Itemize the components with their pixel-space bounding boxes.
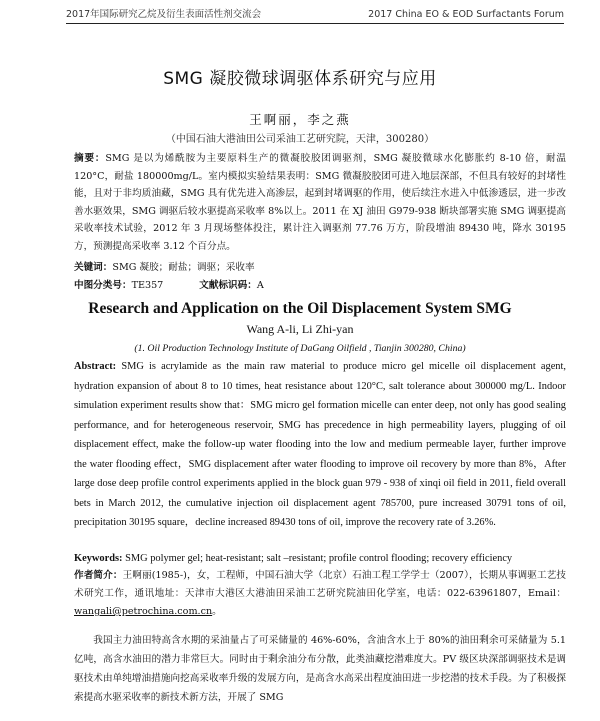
affiliation-cn: （中国石油大港油田公司采油工艺研究院，天津，300280） (165, 134, 435, 145)
keywords-cn (74, 259, 566, 273)
title-cn: SMG 凝胶微球调驱体系研究与应用 (163, 69, 437, 89)
doc-code-field (199, 277, 264, 291)
author-info-text: 王啊丽(1985-)，女，工程师，中国石油大学（北京）石油工程工学学士（2007），长期从事调驱工艺技术研究工作，通讯地址：天津市大港区大港油田采油工艺研究院油田化学室，电话：022-63961807，Email： (74, 570, 567, 599)
abstract-en (74, 357, 566, 533)
clc-label: 中图分类号： (74, 280, 132, 291)
author-info (74, 567, 566, 621)
abstract-en-text: SMG is acrylamide as the main raw material to produce micro gel micelle oil displacement agent, hydration expansion of about 8 to 10 times, heat resistance about 120°C, salt tolerance about 300000 mg/L. Indoor simulation experiment results show that：SMG micro gel formation micelle can enter deep, not only has good sealing performance, and for heterogeneous reservoir, SMG has precedence in high permeability layers, plugging of oil displacement effect, make the follow-up water flooding into the low and medium permeable layer, further improve the water flooding effect，SMG displacement after water flooding to improve oil recovery by more than 8%，After large dose deep profile control experiments applied in the block guan 979 - 938 of xinqi oil field in 2011, field overall bets in March 2012, the cumulative injection oil displacement agent 785700, pure increased 30791 tons of oil, precipitation 30195 square，decline increased 89430 tons of oil, improve the recovery rate of 3.26%. (74, 361, 566, 528)
authors-en: Wang A-li, Li Zhi-yan (246, 322, 354, 336)
clc-value: TE357 (131, 280, 164, 291)
keywords-cn-text: SMG 凝胶；耐盐；调驱；采收率 (112, 262, 255, 273)
clc-field (74, 277, 163, 291)
author-info-label: 作者简介： (74, 570, 123, 581)
author-info-suffix: 。 (212, 606, 222, 617)
header-left: 2017年国际研究乙烷及衍生表面活性剂交流会 (66, 9, 262, 20)
running-header (66, 6, 564, 24)
body-paragraph: 我国主力油田特高含水期的采油量占了可采储量的 46%-60%，含油含水上于 80%的油田剩余可采储量为 5.1 亿吨，高含水油田的潜力非常巨大。同时由于剩余油分布分散，此类油藏挖潜难度大。PV 级区块深部调驱技术是调驱技术由单纯增油措施向挖高采收率升级的发展方向，是高含水高采出程度油田进一步挖潜的技术手段。为了积极探索提高水驱采收率的新技术新方法，开展了 SMG (74, 635, 566, 703)
doc-code-label: 文献标识码： (199, 280, 257, 291)
title-en: Research and Application on the Oil Displacement System SMG (88, 300, 512, 317)
classification-cn (74, 277, 566, 291)
authors-cn: 王啊丽，李之燕 (249, 112, 351, 127)
header-right: 2017 China EO & EOD Surfactants Forum (368, 9, 564, 20)
keywords-cn-label: 关键词： (74, 262, 113, 273)
keywords-en-label: Keywords: (74, 553, 123, 564)
keywords-en-text: SMG polymer gel; heat-resistant; salt –resistant; profile control flooding; recovery efficiency (125, 553, 513, 564)
author-email-link[interactable]: wangali@petrochina.com.cn (74, 606, 213, 617)
abstract-cn (74, 150, 566, 255)
abstract-cn-label: 摘要： (74, 153, 106, 164)
affiliation-en: (1. Oil Production Technology Institute of DaGang Oilfield , Tianjin 300280, China) (134, 343, 466, 354)
abstract-cn-text: SMG 是以为烯酰胺为主要原料生产的微凝胶胶团调驱剂，SMG 凝胶微球水化膨胀约 8-10 倍，耐温 120°C，耐盐 180000mg/L。室内模拟实验结果表明：SMG 微凝胶胶团可进入地层深部，不但具有较好的封堵性能，且对于非均质油藏，SMG 具有优先进入高渗层，起到封堵调驱的作用，使后续注水进入中低渗透层，进一步改善水驱效果，SMG 调驱后较水驱提高采收率 8%以上。2011 在 XJ 油田 G979-938 断块部署实施 SMG 调驱提高采收率技术试验，2012 年 3 月现场整体投注，累计注入调驱剂 77.76 万方，阶段增油 89430 吨，降水 30195 方，预测提高采收率 3.12 个百分点。 (74, 153, 567, 252)
keywords-en (74, 553, 566, 564)
doc-code-value: A (256, 280, 264, 291)
abstract-en-label: Abstract: (74, 361, 117, 372)
